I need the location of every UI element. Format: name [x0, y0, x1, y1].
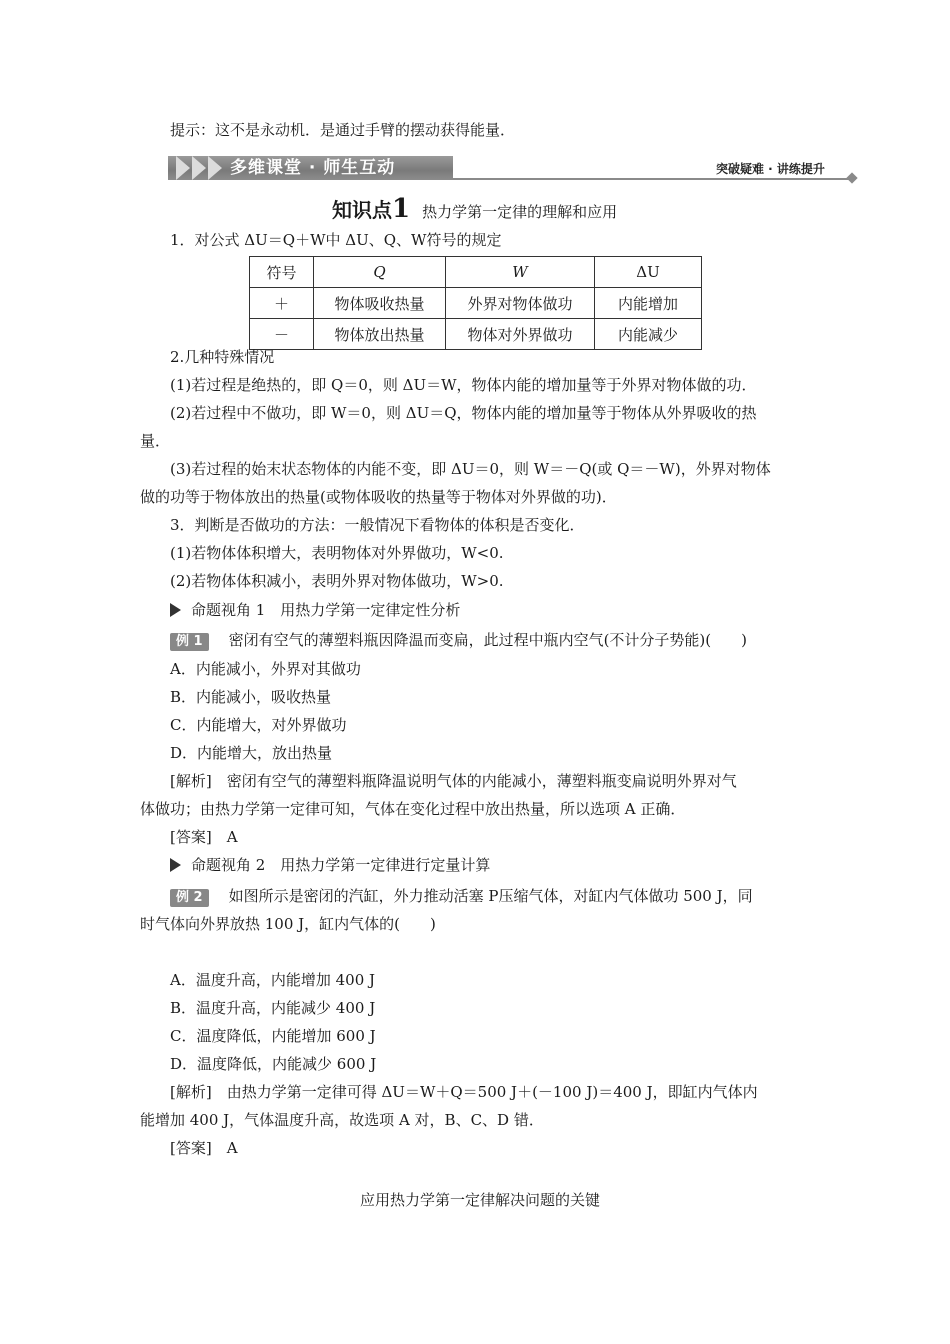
- perspective-1: 命题视角 1 用热力学第一定律定性分析: [170, 600, 460, 620]
- section2-item-cont: 做的功等于物体放出的热量(或物体吸收的热量等于物体对外界做的功)．: [140, 488, 617, 506]
- chevron-icon: [208, 156, 222, 180]
- example-badge: 例 2: [170, 889, 209, 907]
- section2-item: (1)若过程是绝热的，即 Q＝0，则 ΔU＝W，物体内能的增加量等于外界对物体做的功．: [170, 376, 757, 394]
- table-cell: ＋: [250, 288, 314, 319]
- table-row: [250, 319, 702, 350]
- example-1-question: 例 1 密闭有空气的薄塑料瓶因降温而变扁，此过程中瓶内空气(不计分子势能)( ): [170, 630, 747, 651]
- section-banner: [168, 152, 868, 188]
- table-cell: 物体放出热量: [314, 319, 446, 350]
- option-item: A．内能减小，外界对其做功: [170, 660, 361, 678]
- answer-text: [答案] A: [170, 1139, 238, 1157]
- section3-heading: 3．判断是否做功的方法：一般情况下看物体的体积是否变化．: [170, 516, 585, 534]
- table-cell: 外界对物体做功: [446, 288, 595, 319]
- table-header-cell: 符号: [250, 257, 314, 288]
- option-item: C．温度降低，内能增加 600 J: [170, 1027, 376, 1045]
- example-badge: 例 1: [170, 633, 209, 651]
- chevron-icon: [192, 156, 206, 180]
- option-item: D．温度降低，内能减少 600 J: [170, 1055, 377, 1073]
- banner-right-label: 突破疑难 · 讲练提升: [716, 162, 825, 176]
- section1-heading: 1．对公式 ΔU＝Q＋W中 ΔU、Q、W符号的规定: [170, 231, 502, 249]
- section2-item: (3)若过程的始末状态物体的内能不变，即 ΔU＝0，则 W＝－Q(或 Q＝－W)，外界对物体: [170, 460, 771, 478]
- section2-item: (2)若过程中不做功，即 W＝0，则 ΔU＝Q，物体内能的增加量等于物体从外界吸收的热: [170, 404, 757, 422]
- table-row: [250, 288, 702, 319]
- play-triangle-icon: [170, 603, 181, 617]
- chevron-icon: [176, 156, 190, 180]
- section3-item: (2)若物体体积减小，表明外界对物体做功，W>0.: [170, 572, 504, 590]
- table-header-cell: W: [446, 257, 595, 288]
- example-2-question-cont: 时气体向外界放热 100 J，缸内气体的( ): [140, 915, 436, 933]
- knowledge-point-label: 知识点: [332, 198, 392, 222]
- play-triangle-icon: [170, 858, 181, 872]
- knowledge-point-number: 1: [392, 194, 411, 224]
- footer-title: 应用热力学第一定律解决问题的关键: [360, 1191, 601, 1209]
- table-cell: 内能减少: [595, 319, 702, 350]
- option-item: C．内能增大，对外界做功: [170, 716, 347, 734]
- table-cell: 物体吸收热量: [314, 288, 446, 319]
- table-header-cell: ΔU: [595, 257, 702, 288]
- answer-text: [答案] A: [170, 828, 238, 846]
- analysis-text: [解析] 由热力学第一定律可得 ΔU＝W＋Q＝500 J＋(－100 J)＝400 J，即缸内气体内: [170, 1083, 758, 1101]
- analysis-text: [解析] 密闭有空气的薄塑料瓶降温说明气体的内能减小，薄塑料瓶变扁说明外界对气: [170, 772, 737, 790]
- option-item: B．温度升高，内能减少 400 J: [170, 999, 376, 1017]
- section2-heading: 2.几种特殊情况: [170, 348, 275, 366]
- analysis-text-cont: 能增加 400 J，气体温度升高，故选项 A 对，B、C、D 错．: [140, 1111, 544, 1129]
- option-item: D．内能增大，放出热量: [170, 744, 333, 762]
- table-cell: 物体对外界做功: [446, 319, 595, 350]
- hint-text: 提示：这不是永动机．是通过手臂的摆动获得能量．: [170, 121, 516, 139]
- perspective-2: 命题视角 2 用热力学第一定律进行定量计算: [170, 855, 490, 875]
- analysis-text-cont: 体做功；由热力学第一定律可知，气体在变化过程中放出热量，所以选项 A 正确．: [140, 800, 686, 818]
- example-2-question: 例 2 如图所示是密闭的汽缸，外力推动活塞 P压缩气体，对缸内气体做功 500 J，同: [170, 886, 753, 907]
- section3-item: (1)若物体体积增大，表明物体对外界做功，W<0.: [170, 544, 504, 562]
- banner-title: 多维课堂 · 师生互动: [230, 158, 396, 178]
- option-item: A．温度升高，内能增加 400 J: [170, 971, 376, 989]
- section2-item-cont: 量．: [140, 432, 171, 450]
- knowledge-point-title: 热力学第一定律的理解和应用: [422, 203, 618, 221]
- sign-table: [249, 256, 702, 350]
- table-cell: －: [250, 319, 314, 350]
- banner-rule: [453, 178, 853, 180]
- table-header-row: [250, 257, 702, 288]
- knowledge-point-heading: [332, 194, 617, 224]
- table-cell: 内能增加: [595, 288, 702, 319]
- diamond-icon: [846, 172, 857, 183]
- option-item: B．内能减小，吸收热量: [170, 688, 332, 706]
- table-header-cell: Q: [314, 257, 446, 288]
